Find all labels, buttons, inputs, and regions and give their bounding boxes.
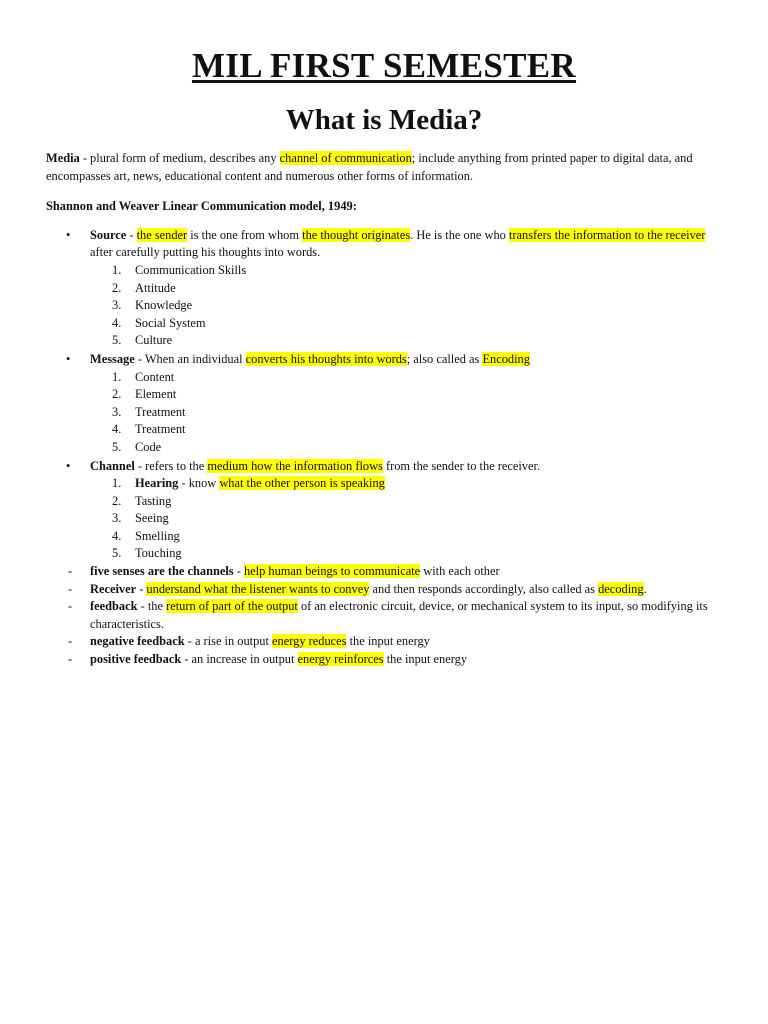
bullet-marker: •: [66, 458, 71, 473]
list-item-source: • Source - the sender is the one from whom the thought originates. He is the one who transfers the information to the receiver after carefully putting his thoughts into words. 1. Communication Skills 2. Attitude 3. Knowledge 4. Social System 5. Culture: [46, 227, 722, 350]
source-sublist: [90, 262, 722, 350]
list-item: 4. Treatment: [112, 422, 186, 437]
model-list: [46, 227, 722, 669]
message-sublist: [90, 369, 722, 457]
highlight: the thought originates: [302, 227, 411, 242]
list-item: 2. Attitude: [112, 280, 176, 295]
highlight: energy reinforces: [297, 652, 384, 667]
list-item-receiver: - Receiver - understand what the listener wants to convey and then responds accordingly, also called as decoding.: [46, 581, 722, 599]
highlight: decoding: [598, 581, 644, 596]
highlight: the sender: [136, 227, 188, 242]
list-item: 2. Tasting: [112, 493, 172, 508]
list-item: 4. Smelling: [112, 528, 180, 543]
highlight: Encoding: [482, 351, 530, 366]
list-item-negative-feedback: - negative feedback - a rise in output energy reduces the input energy: [46, 633, 722, 651]
list-item: 5. Touching: [112, 546, 182, 561]
document-body: [46, 150, 722, 669]
dash-marker: -: [68, 564, 73, 579]
dash-marker: -: [68, 652, 73, 667]
model-heading: Shannon and Weaver Linear Communication model, 1949:: [46, 199, 357, 214]
highlight: medium how the information flows: [207, 458, 383, 473]
term-five-senses: five senses are the channels: [90, 564, 234, 579]
highlight: help human beings to communicate: [243, 564, 421, 579]
list-item: 3. Seeing: [112, 511, 169, 526]
bullet-marker: •: [66, 351, 71, 366]
term-feedback: feedback: [90, 599, 138, 614]
list-item: 5. Code: [112, 439, 162, 454]
highlight: channel of communication: [279, 151, 412, 165]
list-item-feedback: - feedback - the return of part of the output of an electronic circuit, device, or mechanical system to its input, so modifying its characteristics.: [68, 599, 708, 631]
media-definition: Media - plural form of medium, describes any channel of communication; include anything from printed paper to digital data, and encompasses art, news, educational content and numerous other forms of information.: [46, 151, 693, 183]
dash-marker: -: [68, 581, 73, 596]
list-item-positive-feedback: - positive feedback - an increase in output energy reinforces the input energy: [46, 651, 722, 669]
list-item-five-senses: - five senses are the channels - help human beings to communicate with each other: [46, 563, 722, 581]
list-item: 1. Content: [112, 369, 175, 384]
channel-sublist: [90, 475, 722, 563]
list-item: 5. Culture: [112, 333, 173, 348]
term-media: Media: [46, 151, 80, 165]
term-channel: Channel: [90, 458, 135, 473]
term-negative-feedback: negative feedback: [90, 634, 185, 649]
list-item: 3. Treatment: [112, 404, 186, 419]
highlight: converts his thoughts into words: [245, 351, 407, 366]
list-item: 2. Element: [112, 387, 177, 402]
term-hearing: Hearing: [135, 476, 179, 491]
term-positive-feedback: positive feedback: [90, 652, 182, 667]
term-source: Source: [90, 227, 127, 242]
document-title: MIL FIRST SEMESTER: [191, 46, 577, 85]
list-item: 3. Knowledge: [112, 298, 193, 313]
highlight: transfers the information to the receiver: [508, 227, 706, 242]
highlight: what the other person is speaking: [219, 476, 385, 491]
term-receiver: Receiver: [90, 581, 137, 596]
dash-marker: -: [68, 599, 73, 614]
highlight: energy reduces: [272, 634, 347, 649]
dash-marker: -: [68, 634, 73, 649]
list-item: 4. Social System: [112, 315, 206, 330]
highlight: understand what the listener wants to convey: [146, 581, 370, 596]
list-item: 1. Hearing - know what the other person is speaking: [112, 476, 385, 491]
term-message: Message: [90, 351, 135, 366]
list-item-channel: • Channel - refers to the medium how the information flows from the sender to the receiver. 1. Hearing - know what the other person is speaking 2. Tasting 3. Seeing 4. Smelling 5. Touching: [46, 458, 722, 564]
section-title: What is Media?: [285, 104, 483, 136]
list-item: 1. Communication Skills: [112, 262, 247, 277]
bullet-marker: •: [66, 227, 71, 242]
highlight: return of part of the output: [166, 599, 298, 614]
list-item-message: • Message - When an individual converts his thoughts into words; also called as Encoding 1. Content 2. Element 3. Treatment 4. Treatment 5. Code: [46, 351, 722, 457]
